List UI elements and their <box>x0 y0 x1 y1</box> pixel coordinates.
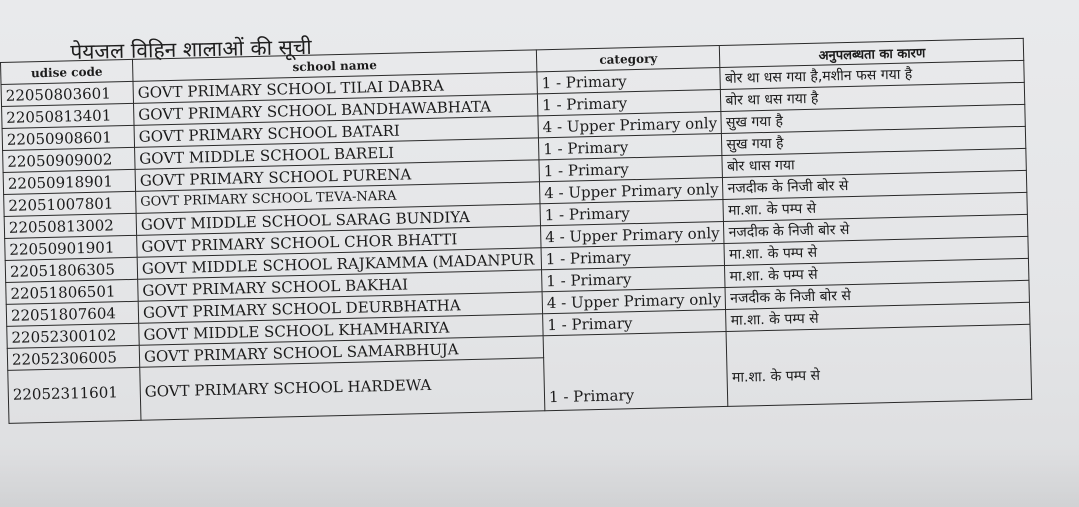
header-category: category <box>536 46 720 72</box>
school-name-cell: GOVT PRIMARY SCHOOL BATARI <box>134 116 538 148</box>
udise-code-cell: 22051807604 <box>6 301 138 326</box>
udise-code-cell: 22051806305 <box>5 257 137 282</box>
reason-cell: बोर था धस गया है,मशीन फस गया है <box>720 60 1024 89</box>
category-cell: 1 - Primary <box>538 134 722 160</box>
header-reason: अनुपलब्धता का कारण <box>720 38 1024 67</box>
udise-code-cell: 22052300102 <box>7 323 139 348</box>
reason-cell: नजदीक के निजी बोर से <box>724 214 1028 243</box>
udise-code-cell: 22050813401 <box>2 103 134 128</box>
udise-code-cell: 22050918901 <box>3 169 135 194</box>
udise-code-cell: 22051007801 <box>4 191 136 216</box>
school-name-cell: GOVT PRIMARY SCHOOL BAKHAI <box>138 270 542 302</box>
category-cell: 1 - Primary <box>537 90 721 116</box>
reason-cell: मा.शा. के पम्प से <box>725 258 1029 287</box>
reason-cell: बोर धास गया <box>722 148 1026 177</box>
category-cell: 4 - Upper Primary only <box>541 221 725 247</box>
udise-code-cell: 22052311601 <box>8 367 141 423</box>
page-shadow <box>0 447 1079 507</box>
schools-table-wrapper <box>0 38 1033 424</box>
category-cell: 4 - Upper Primary only <box>539 178 723 204</box>
school-name-cell: GOVT PRIMARY SCHOOL TILAI DABRA <box>133 72 537 104</box>
school-name-cell: GOVT MIDDLE SCHOOL RAJKAMMA (MADANPUR <box>137 248 541 280</box>
school-name-cell: GOVT PRIMARY SCHOOL TEVA-NARA <box>136 182 540 214</box>
category-cell: 1 - Primary <box>541 243 725 269</box>
category-cell: 1 - Primary <box>539 156 723 182</box>
reason-cell: नजदीक के निजी बोर से <box>723 170 1027 199</box>
udise-code-cell: 22050909002 <box>3 147 135 172</box>
udise-code-cell: 22050803601 <box>1 81 133 106</box>
udise-code-cell: 22051806501 <box>6 279 138 304</box>
reason-cell: बोर था धस गया है <box>721 82 1025 111</box>
udise-code-cell: 22052306005 <box>7 345 139 370</box>
category-cell: 1 - Primary <box>537 68 721 94</box>
schools-table <box>0 38 1033 424</box>
school-name-cell: GOVT PRIMARY SCHOOL SAMARBHUJA <box>139 336 543 368</box>
school-name-cell: GOVT PRIMARY SCHOOL PURENA <box>135 160 539 192</box>
page-title: पेयजल विहिन शालाओं की सूची <box>70 34 312 64</box>
school-name-cell: GOVT PRIMARY SCHOOL BANDHAWABHATA <box>134 94 538 126</box>
reason-cell: मा.शा. के पम्प से <box>723 192 1027 221</box>
school-name-cell: GOVT PRIMARY SCHOOL DEURBHATHA <box>138 292 542 324</box>
header-school-name: school name <box>132 50 536 82</box>
header-udise-code: udise code <box>1 59 133 84</box>
category-cell: 4 - Upper Primary only <box>538 112 722 138</box>
udise-code-cell: 22050901901 <box>5 235 137 260</box>
school-name-cell: GOVT MIDDLE SCHOOL SARAG BUNDIYA <box>136 204 540 236</box>
udise-code-cell: 22050813002 <box>4 213 136 238</box>
reason-cell: नजदीक के निजी बोर से <box>725 280 1029 309</box>
category-cell: 1 - Primary <box>542 265 726 291</box>
udise-code-cell: 22050908601 <box>2 125 134 150</box>
reason-cell: मा.शा. के पम्प से <box>726 302 1030 331</box>
school-name-cell: GOVT MIDDLE SCHOOL KHAMHARIYA <box>139 314 543 346</box>
category-cell: 1 - Primary <box>540 199 724 225</box>
category-cell: 1 - Primary <box>544 353 729 410</box>
school-name-cell: GOVT PRIMARY SCHOOL HARDEWA <box>140 358 545 421</box>
reason-cell: मा.शा. के पम्प से <box>727 346 1032 406</box>
school-name-cell: GOVT MIDDLE SCHOOL BARELI <box>135 138 539 170</box>
category-cell: 4 - Upper Primary only <box>542 287 726 313</box>
school-name-cell: GOVT PRIMARY SCHOOL CHOR BHATTI <box>137 226 541 258</box>
category-cell: 1 - Primary <box>543 309 727 335</box>
reason-cell: मा.शा. के पम्प से <box>724 236 1028 265</box>
reason-cell: सुख गया है <box>721 104 1025 133</box>
reason-cell: सुख गया है <box>722 126 1026 155</box>
